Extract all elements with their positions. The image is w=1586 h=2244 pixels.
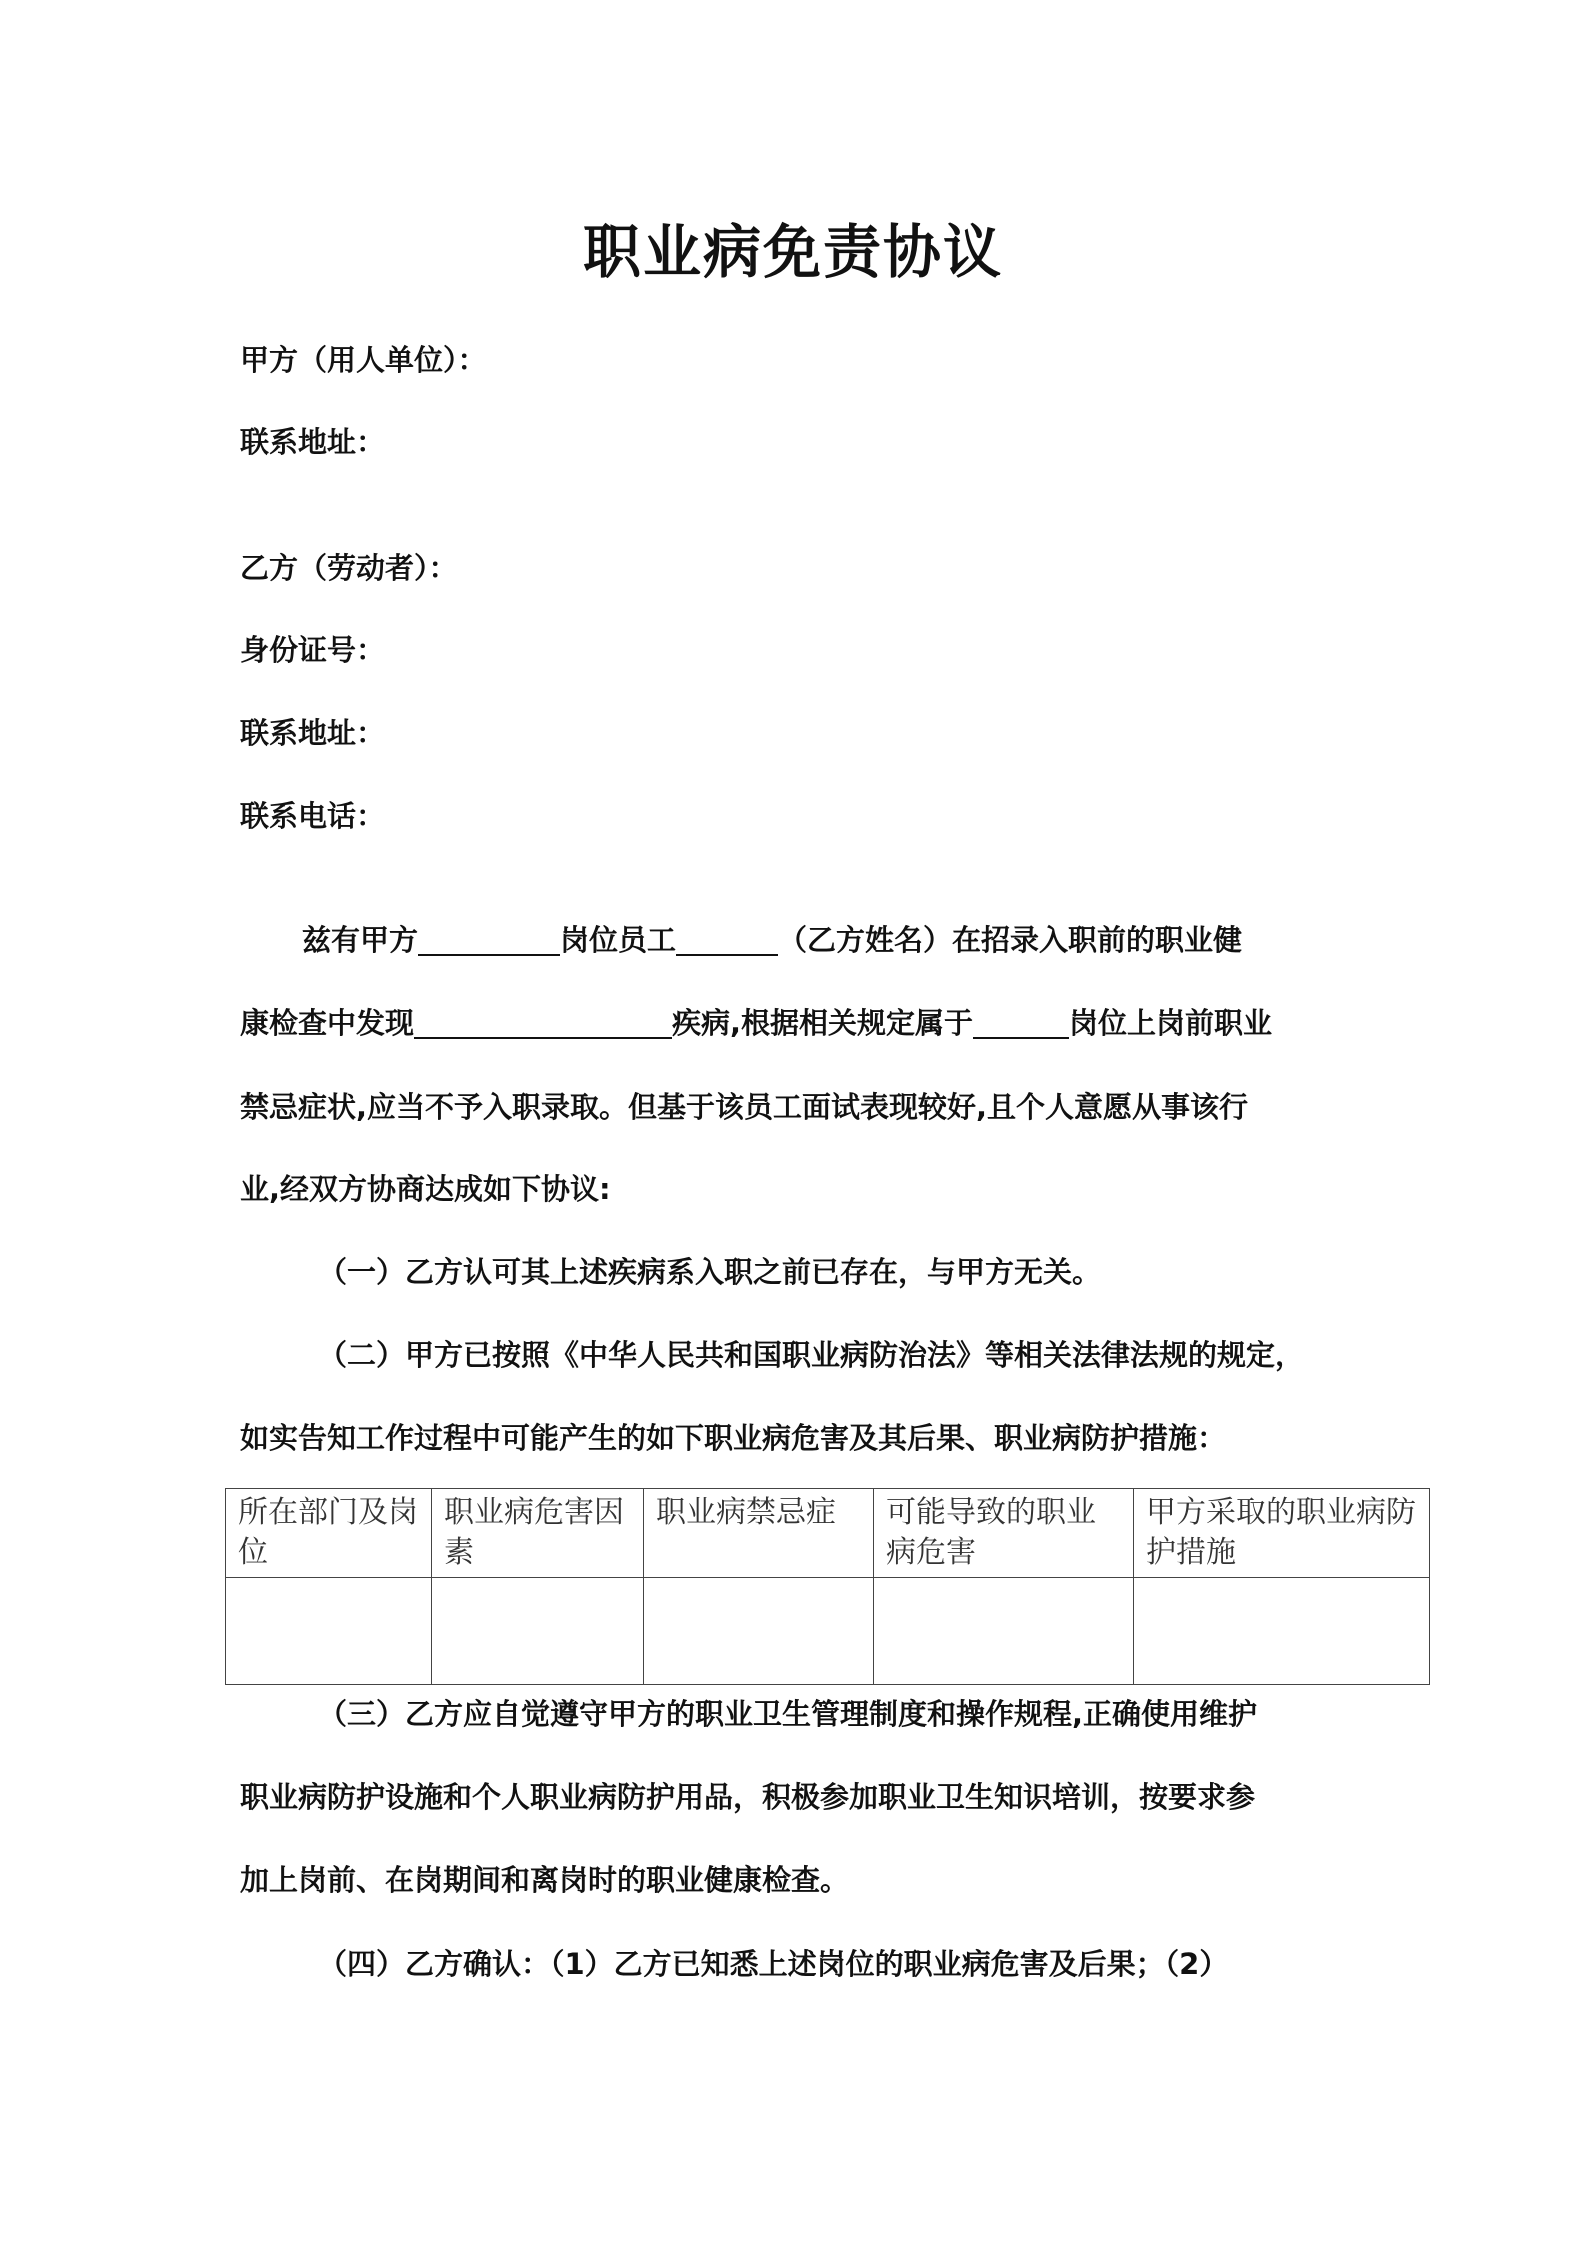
party-b-phone-label: 联系电话：	[240, 799, 386, 833]
table-cell[interactable]	[644, 1578, 874, 1685]
clause-2-line-2: 如实告知工作过程中可能产生的如下职业病危害及其后果、职业病防护措施：	[240, 1421, 1227, 1455]
table-header-cell: 可能导致的职业病危害	[874, 1489, 1134, 1578]
fill-blank-job[interactable]	[973, 1007, 1069, 1039]
clause-1: （一）乙方认可其上述疾病系入职之前已存在，与甲方无关。	[318, 1255, 1102, 1289]
paragraph-1-line-4: 业,经双方协商达成如下协议:	[240, 1172, 611, 1206]
paragraph-text: 疾病,根据相关规定属于	[672, 1006, 974, 1040]
document-title: 职业病免责协议	[582, 218, 1003, 286]
party-a-label: 甲方（用人单位）：	[240, 343, 487, 377]
table-header-cell: 职业病危害因素	[432, 1489, 644, 1578]
paragraph-1-line-2	[240, 1001, 1360, 1042]
clause-2-line-1: （二）甲方已按照《中华人民共和国职业病防治法》等相关法律法规的规定，	[318, 1338, 1305, 1372]
party-b-address-label: 联系地址：	[240, 716, 386, 750]
paragraph-text: （乙方姓名）在招录入职前的职业健	[778, 923, 1243, 957]
table-row	[226, 1578, 1430, 1685]
hazard-table	[225, 1488, 1430, 1685]
table-cell[interactable]	[1134, 1578, 1430, 1685]
fill-blank-position[interactable]	[418, 924, 560, 956]
clause-4-line-1: （四）乙方确认：（1）乙方已知悉上述岗位的职业病危害及后果；（2）	[318, 1947, 1229, 1981]
paragraph-text: 岗位上岗前职业	[1069, 1006, 1273, 1040]
paragraph-text: 兹有甲方	[302, 923, 419, 957]
fill-blank-disease[interactable]	[414, 1007, 672, 1039]
table-header-cell: 所在部门及岗位	[226, 1489, 432, 1578]
clause-3-line-1: （三）乙方应自觉遵守甲方的职业卫生管理制度和操作规程,正确使用维护	[318, 1697, 1258, 1731]
clause-3-line-3: 加上岗前、在岗期间和离岗时的职业健康检查。	[240, 1863, 850, 1897]
table-cell[interactable]	[874, 1578, 1134, 1685]
paragraph-text: 岗位员工	[560, 923, 677, 957]
clause-3-line-2: 职业病防护设施和个人职业病防护用品，积极参加职业卫生知识培训，按要求参	[240, 1780, 1256, 1814]
paragraph-text: 康检查中发现	[240, 1006, 415, 1040]
table-header-cell: 职业病禁忌症	[644, 1489, 874, 1578]
party-b-label: 乙方（劳动者）：	[240, 551, 458, 585]
paragraph-1-line-1	[240, 918, 1422, 959]
fill-blank-employee-name[interactable]	[676, 924, 778, 956]
party-b-id-label: 身份证号：	[240, 633, 386, 667]
table-header-row	[226, 1489, 1430, 1578]
table-cell[interactable]	[226, 1578, 432, 1685]
paragraph-1-line-3: 禁忌症状,应当不予入职录取。但基于该员工面试表现较好,且个人意愿从事该行	[240, 1090, 1249, 1124]
party-a-address-label: 联系地址：	[240, 425, 386, 459]
table-cell[interactable]	[432, 1578, 644, 1685]
table-header-cell: 甲方采取的职业病防护措施	[1134, 1489, 1430, 1578]
